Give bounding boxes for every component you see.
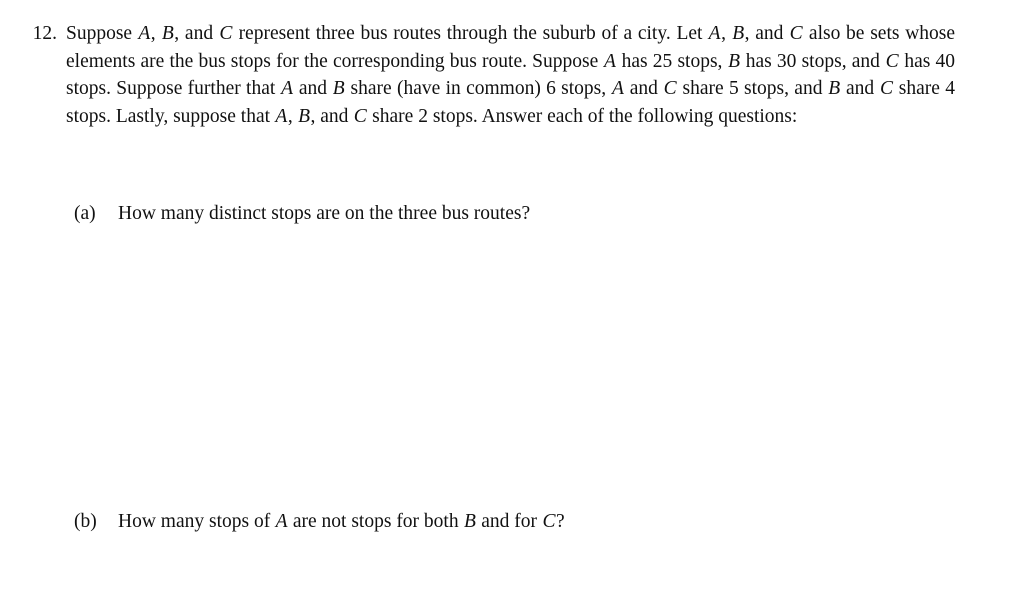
part-a-label: (a): [74, 203, 96, 224]
math-symbol: B: [728, 50, 741, 72]
part-a-text: How many distinct stops are on the three bus routes?: [118, 203, 531, 224]
math-symbol: C: [663, 78, 677, 99]
problem-number: 12.: [32, 23, 57, 44]
math-symbol: A: [611, 78, 624, 99]
math-symbol: C: [542, 511, 556, 532]
problem-12: [30, 20, 955, 130]
math-symbol: A: [275, 511, 288, 532]
problem-body: [66, 20, 955, 130]
math-symbol: A: [281, 78, 294, 99]
part-b-text: How many stops of A are not stops for both B and for C?: [118, 511, 565, 532]
problem-part-b: [74, 508, 934, 536]
problem-statement: Suppose A, B, and C represent three bus routes through the suburb of a city. Let A, B, and C also be sets whose elements are the bus stops for the corresponding bus route. Suppose A has 25 stops, B has 30 stops, and C has 40 stops. Suppose further that A and B share (have in common) 6 stops, A and C share 5 stops, and B and C share 4 stops. Lastly, suppose that A, B, and C share 2 stops. Answer each of the following questions:: [66, 23, 956, 127]
math-symbol: A: [138, 23, 151, 44]
math-symbol: C: [219, 23, 233, 44]
math-symbol: A: [275, 105, 288, 127]
part-b-label: (b): [74, 511, 97, 532]
math-symbol: B: [732, 23, 745, 44]
math-symbol: B: [161, 23, 174, 44]
math-symbol: B: [332, 78, 345, 99]
math-symbol: B: [463, 511, 476, 532]
math-symbol: C: [879, 78, 893, 99]
math-symbol: A: [603, 50, 616, 72]
math-symbol: C: [885, 50, 899, 72]
math-symbol: B: [828, 78, 841, 99]
math-symbol: C: [353, 105, 367, 127]
math-symbol: C: [789, 23, 803, 44]
problem-part-a: [74, 200, 934, 228]
math-symbol: B: [298, 105, 310, 127]
math-symbol: A: [708, 23, 721, 44]
